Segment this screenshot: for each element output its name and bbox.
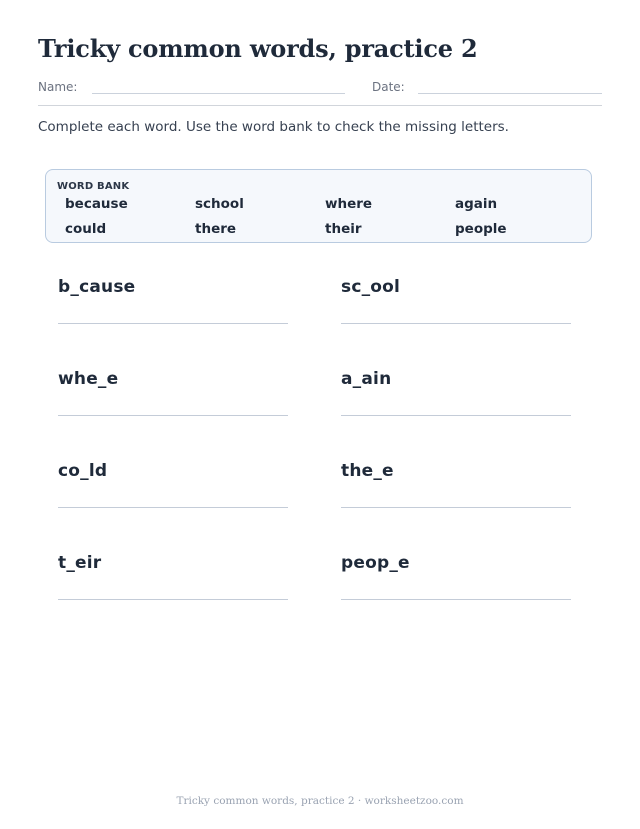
word-bank-word: because xyxy=(65,196,128,212)
header-divider xyxy=(38,105,602,106)
name-label: Name: xyxy=(38,80,78,94)
incomplete-word: whe_e xyxy=(58,369,119,389)
word-bank-word: school xyxy=(195,196,244,212)
incomplete-word: co_ld xyxy=(58,461,108,481)
date-label: Date: xyxy=(372,80,405,94)
word-bank-word: again xyxy=(455,196,498,212)
exercise-item xyxy=(341,369,571,461)
exercise-item xyxy=(58,461,341,553)
answer-line[interactable] xyxy=(341,415,571,416)
exercise-item xyxy=(58,277,341,369)
instructions: Complete each word. Use the word bank to check the missing letters. xyxy=(38,119,509,135)
word-bank-word: their xyxy=(325,221,362,237)
page-footer: Tricky common words, practice 2 · worksheetzoo.com xyxy=(176,795,464,807)
answer-line[interactable] xyxy=(58,599,288,600)
exercise-item xyxy=(341,277,571,369)
exercise-item xyxy=(341,461,571,553)
answer-line[interactable] xyxy=(58,323,288,324)
exercise-item xyxy=(341,553,571,645)
answer-line[interactable] xyxy=(341,323,571,324)
answer-line[interactable] xyxy=(58,415,288,416)
word-bank-word: there xyxy=(195,221,237,237)
date-line xyxy=(418,93,602,94)
incomplete-word: peop_e xyxy=(341,553,410,573)
word-bank xyxy=(45,169,592,243)
exercise-items xyxy=(58,277,578,645)
word-bank-word: where xyxy=(325,196,373,212)
answer-line[interactable] xyxy=(341,507,571,508)
word-bank-word: could xyxy=(65,221,107,237)
exercise-item xyxy=(58,369,341,461)
worksheet-title: Tricky common words, practice 2 xyxy=(38,34,478,63)
incomplete-word: t_eir xyxy=(58,553,102,573)
word-bank-label: WORD BANK xyxy=(57,181,130,192)
incomplete-word: b_cause xyxy=(58,277,136,297)
incomplete-word: sc_ool xyxy=(341,277,401,297)
incomplete-word: a_ain xyxy=(341,369,392,389)
word-bank-grid xyxy=(65,195,585,239)
word-bank-word: people xyxy=(455,221,507,237)
exercise-item xyxy=(58,553,341,645)
answer-line[interactable] xyxy=(58,507,288,508)
answer-line[interactable] xyxy=(341,599,571,600)
incomplete-word: the_e xyxy=(341,461,394,481)
name-line xyxy=(92,93,345,94)
